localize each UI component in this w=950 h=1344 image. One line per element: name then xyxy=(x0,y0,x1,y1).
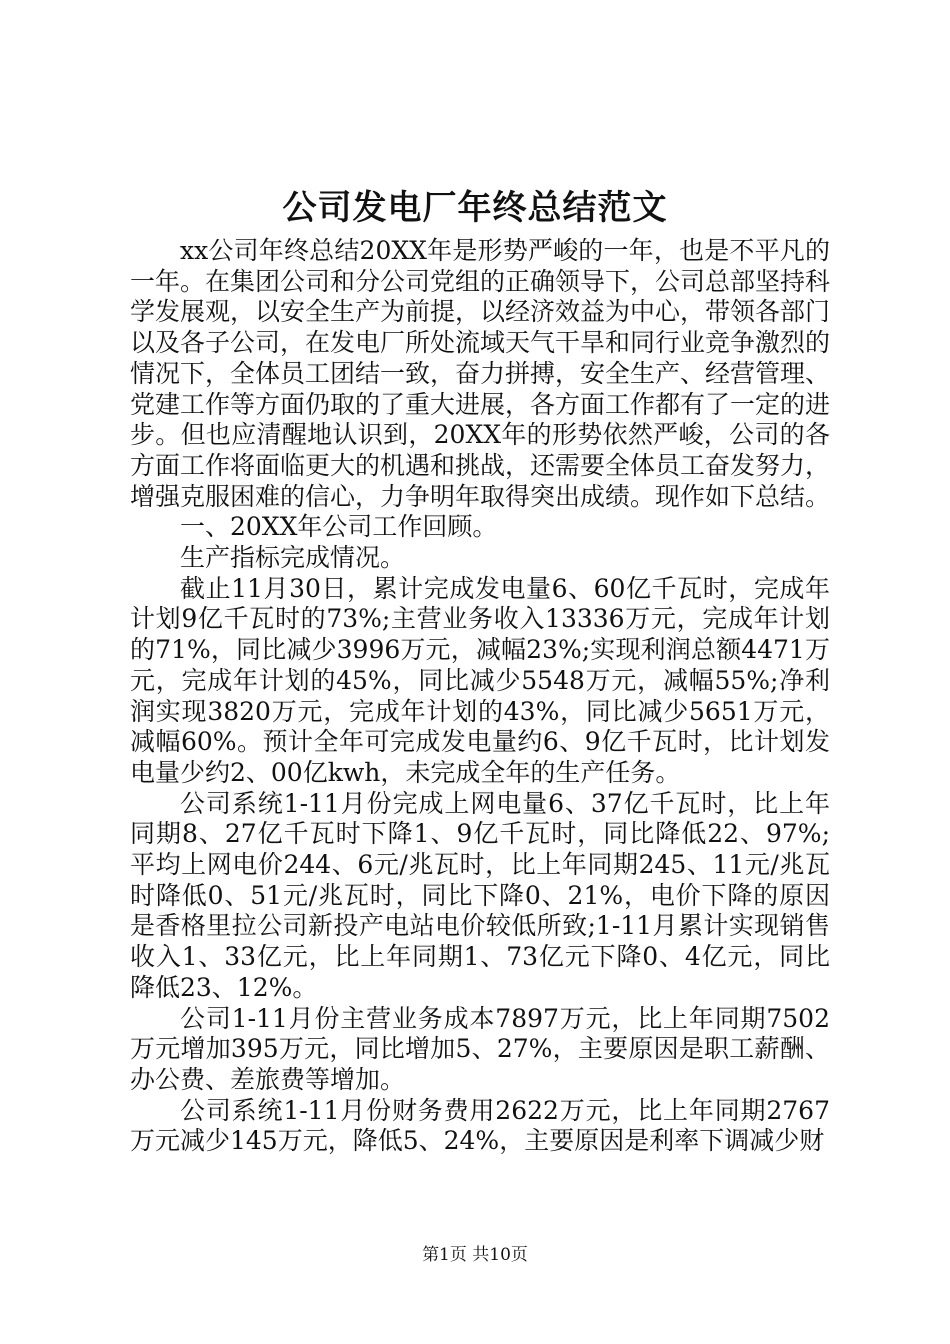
document-body xyxy=(130,236,830,1157)
paragraph-production-indicators: 截止11月30日，累计完成发电量6、60亿千瓦时，完成年计划9亿千瓦时的73%;主营业务收入13336万元，完成年计划的71%，同比减少3996万元，减幅23%;实现利润总额4471万元，完成年计划的45%，同比减少5548万元，减幅55%;净利润实现3820万元，完成年计划的43%，同比减少5651万元，减幅60%。预计全年可完成发电量约6、9亿千瓦时，比计划发电量少约2、00亿kwh，未完成全年的生产任务。 xyxy=(130,573,830,787)
paragraph-grid-power: 公司系统1-11月份完成上网电量6、37亿千瓦时，比上年同期8、27亿千瓦时下降1、9亿千瓦时，同比降低22、97%;平均上网电价244、6元/兆瓦时，比上年同期245、11元/兆瓦时降低0、51元/兆瓦时，同比下降0、21%，电价下降的原因是香格里拉公司新投产电站电价较低所致;1-11月累计实现销售收入1、33亿元，比上年同期1、73亿元下降0、4亿元，同比降低23、12%。 xyxy=(130,788,830,1002)
document-title: 公司发电厂年终总结范文 xyxy=(282,188,668,228)
paragraph-subheading: 生产指标完成情况。 xyxy=(180,543,406,573)
paragraph-business-cost: 公司1-11月份主营业务成本7897万元，比上年同期7502万元增加395万元，同比增加5、27%，主要原因是职工薪酬、办公费、差旅费等增加。 xyxy=(130,1003,830,1094)
paragraph-financial-expense: 公司系统1-11月份财务费用2622万元，比上年同期2767万元减少145万元，降低5、24%，主要原因是利率下调减少财 xyxy=(130,1095,830,1156)
paragraph-section-heading: 一、20XX年公司工作回顾。 xyxy=(180,512,498,542)
page-footer: 第1页 共10页 xyxy=(422,1245,528,1265)
paragraph-intro: xx公司年终总结20XX年是形势严峻的一年，也是不平凡的一年。在集团公司和分公司党组的正确领导下，公司总部坚持科学发展观，以安全生产为前提，以经济效益为中心，带领各部门以及各子公司，在发电厂所处流域天气干旱和同行业竞争激烈的情况下，全体员工团结一致，奋力拼搏，安全生产、经营管理、党建工作等方面仍取的了重大进展，各方面工作都有了一定的进步。但也应清醒地认识到，20XX年的形势依然严峻，公司的各方面工作将面临更大的机遇和挑战，还需要全体员工奋发努力，增强克服困难的信心，力争明年取得突出成绩。现作如下总结。 xyxy=(130,236,831,511)
